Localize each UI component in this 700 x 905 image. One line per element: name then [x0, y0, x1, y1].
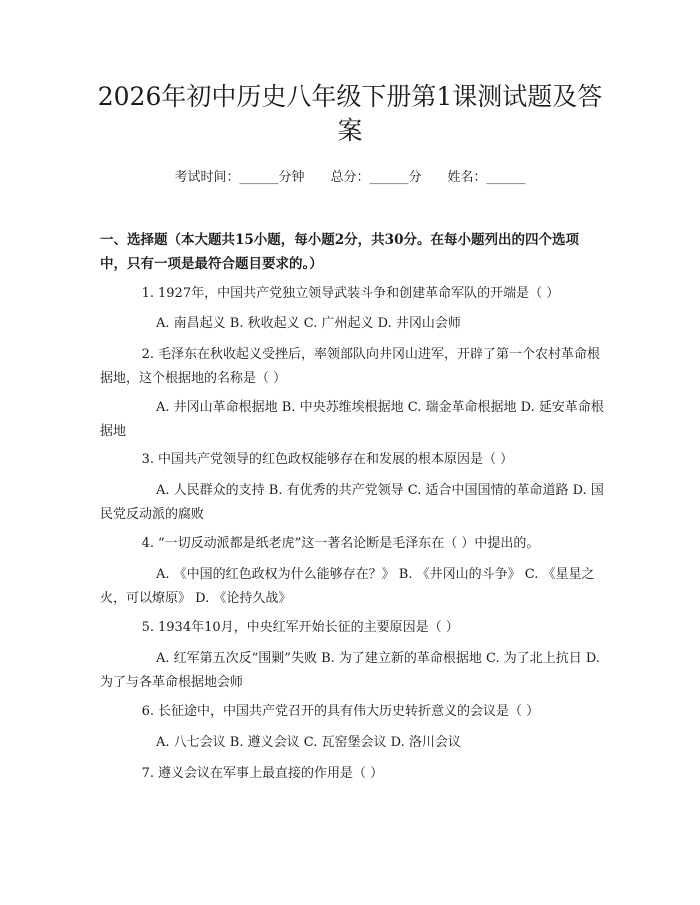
question-3	[100, 448, 604, 472]
question-text: 毛泽东在秋收起义受挫后，率领部队向井冈山进军，开辟了第一个农村革命根据地，这个根据地的名称是（ ）	[100, 347, 601, 386]
question-number: 2.	[141, 347, 154, 362]
document-title: 2026年初中历史八年级下册第1课测试题及答案	[97, 82, 603, 145]
section-heading: 一、选择题（本大题共15小题，每小题2分，共30分。在每小题列出的四个选项中，只有一项是最符合题目要求的。）	[100, 232, 579, 272]
question-text: “一切反动派都是纸老虎”这一著名论断是毛泽东在（ ）中提出的。	[158, 536, 540, 551]
question-5	[100, 616, 604, 640]
question-2	[100, 343, 604, 391]
question-6	[100, 700, 604, 724]
question-number: 6.	[141, 704, 154, 719]
question-number: 5.	[141, 620, 154, 635]
question-5-options: A. 红军第五次反“围剿”失败 B. 为了建立新的革命根据地 C. 为了北上抗日 D. 为了与各革命根据地会师	[100, 651, 600, 690]
question-4-options: A. 《中国的红色政权为什么能够存在？》 B. 《井冈山的斗争》 C. 《星星之火，可以燎原》 D. 《论持久战》	[100, 567, 595, 606]
question-2-options: A. 井冈山革命根据地 B. 中央苏维埃根据地 C. 瑞金革命根据地 D. 延安革命根据地	[100, 400, 604, 439]
question-number: 4.	[141, 536, 154, 551]
question-7	[100, 762, 604, 786]
question-4	[100, 532, 604, 556]
question-number: 7.	[141, 766, 154, 781]
question-text: 长征途中，中国共产党召开的具有伟大历史转折意义的会议是（ ）	[158, 704, 540, 719]
question-1	[100, 282, 604, 306]
question-text: 1934年10月，中央红军开始长征的主要原因是（ ）	[158, 620, 459, 635]
question-text: 遵义会议在军事上最直接的作用是（ ）	[158, 766, 384, 781]
question-number: 1.	[141, 286, 154, 301]
exam-meta-line: 考试时间：______分钟 总分：______分 姓名：______	[174, 170, 526, 185]
question-6-options: A. 八七会议 B. 遵义会议 C. 瓦窑堡会议 D. 洛川会议	[156, 735, 461, 750]
question-3-options: A. 人民群众的支持 B. 有优秀的共产党领导 C. 适合中国国情的革命道路 D. 国民党反动派的腐败	[100, 483, 604, 522]
question-1-options: A. 南昌起义 B. 秋收起义 C. 广州起义 D. 井冈山会师	[156, 316, 461, 331]
question-text: 中国共产党领导的红色政权能够存在和发展的根本原因是（ ）	[158, 452, 514, 467]
question-text: 1927年，中国共产党独立领导武装斗争和创建革命军队的开端是（ ）	[158, 286, 560, 301]
question-number: 3.	[141, 452, 154, 467]
